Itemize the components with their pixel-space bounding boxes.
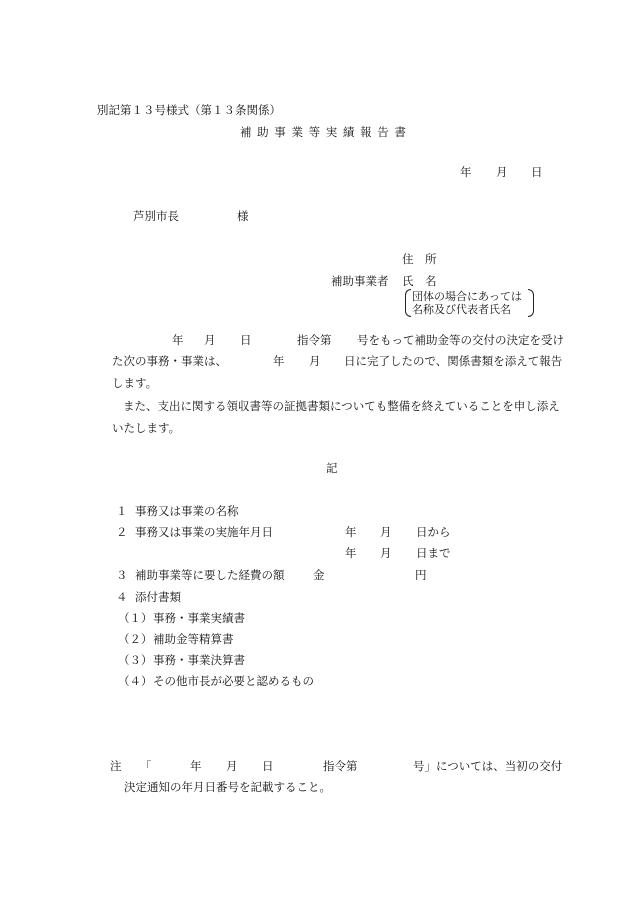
body-line2-year: 年: [273, 354, 285, 368]
note-year: 年: [190, 759, 202, 773]
applicant-role-label: 補助事業者: [331, 274, 389, 288]
period-start-day: 日から: [416, 525, 451, 539]
applicant-name-label: 氏 名: [402, 274, 437, 288]
item-label: 補助事業等に要した経費の額: [135, 568, 285, 582]
applicant-note-line2: 名称及び代表者氏名: [412, 303, 511, 316]
document-title: 補 助 事 業 等 実 績 報 告 書: [240, 125, 407, 139]
body-line1-rest: 号をもって補助金等の交付の決定を受け: [357, 333, 564, 347]
note-directive: 指令第: [323, 759, 358, 773]
item-label: 事務又は事業の名称: [135, 504, 239, 518]
body-line1-month: 月: [204, 333, 216, 347]
item-number: ３: [116, 568, 128, 582]
body-line3: します。: [112, 376, 158, 390]
amount-yen-label: 円: [415, 568, 427, 582]
item-number: ４: [116, 590, 128, 604]
attachment-label: その他市長が必要と認めるもの: [153, 674, 314, 688]
period-end-month: 月: [380, 546, 392, 560]
attachment-number: （１）: [118, 611, 153, 625]
date-month-label: 月: [496, 165, 508, 179]
attachment-number: （２）: [118, 632, 153, 646]
date-year-label: 年: [460, 165, 472, 179]
date-day-label: 日: [531, 165, 543, 179]
period-start-year: 年: [345, 525, 357, 539]
note-mark: 注: [110, 759, 122, 773]
attachment-number: （３）: [118, 653, 153, 667]
form-label: 別記第１３号様式（第１３条関係）: [97, 103, 281, 117]
addressee-name: 芦別市長: [133, 209, 179, 223]
amount-kin-label: 金: [313, 568, 325, 582]
body-line2-rest: 日に完了したので、関係書類を添えて報告: [344, 354, 563, 368]
applicant-note-line1: 団体の場合にあっては: [412, 290, 522, 303]
note-rest: 号」については、当初の交付: [413, 759, 563, 773]
attachment-number: （４）: [118, 674, 153, 688]
note-open-quote: 「: [140, 759, 152, 773]
addressee-honorific: 様: [237, 209, 249, 223]
address-label: 住 所: [402, 252, 437, 266]
period-end-day: 日まで: [416, 546, 451, 560]
body-line4: また、支出に関する領収書等の証拠書類についても整備を終えていることを申し添え: [123, 399, 560, 413]
body-line2-start: た次の事務・事業は、: [112, 354, 227, 368]
body-line1-directive: 指令第: [297, 333, 332, 347]
body-line1-year: 年: [172, 333, 184, 347]
body-line5: いたします。: [112, 421, 181, 435]
attachment-label: 事務・事業決算書: [153, 653, 245, 667]
body-line2-month: 月: [309, 354, 321, 368]
attachment-label: 補助金等精算書: [153, 632, 234, 646]
item-label: 事務又は事業の実施年月日: [135, 525, 273, 539]
note-bracket-left: [405, 289, 411, 317]
attachment-label: 事務・事業実績書: [153, 611, 245, 625]
period-end-year: 年: [345, 546, 357, 560]
period-start-month: 月: [380, 525, 392, 539]
note-line2: 決定通知の年月日番号を記載すること。: [124, 780, 331, 794]
note-bracket-right: [528, 289, 534, 317]
note-month: 月: [226, 759, 238, 773]
body-line1-day: 日: [240, 333, 252, 347]
item-number: １: [116, 504, 128, 518]
item-number: ２: [116, 525, 128, 539]
note-day: 日: [262, 759, 274, 773]
ki-heading: 記: [326, 461, 338, 475]
item-label: 添付書類: [135, 590, 181, 604]
